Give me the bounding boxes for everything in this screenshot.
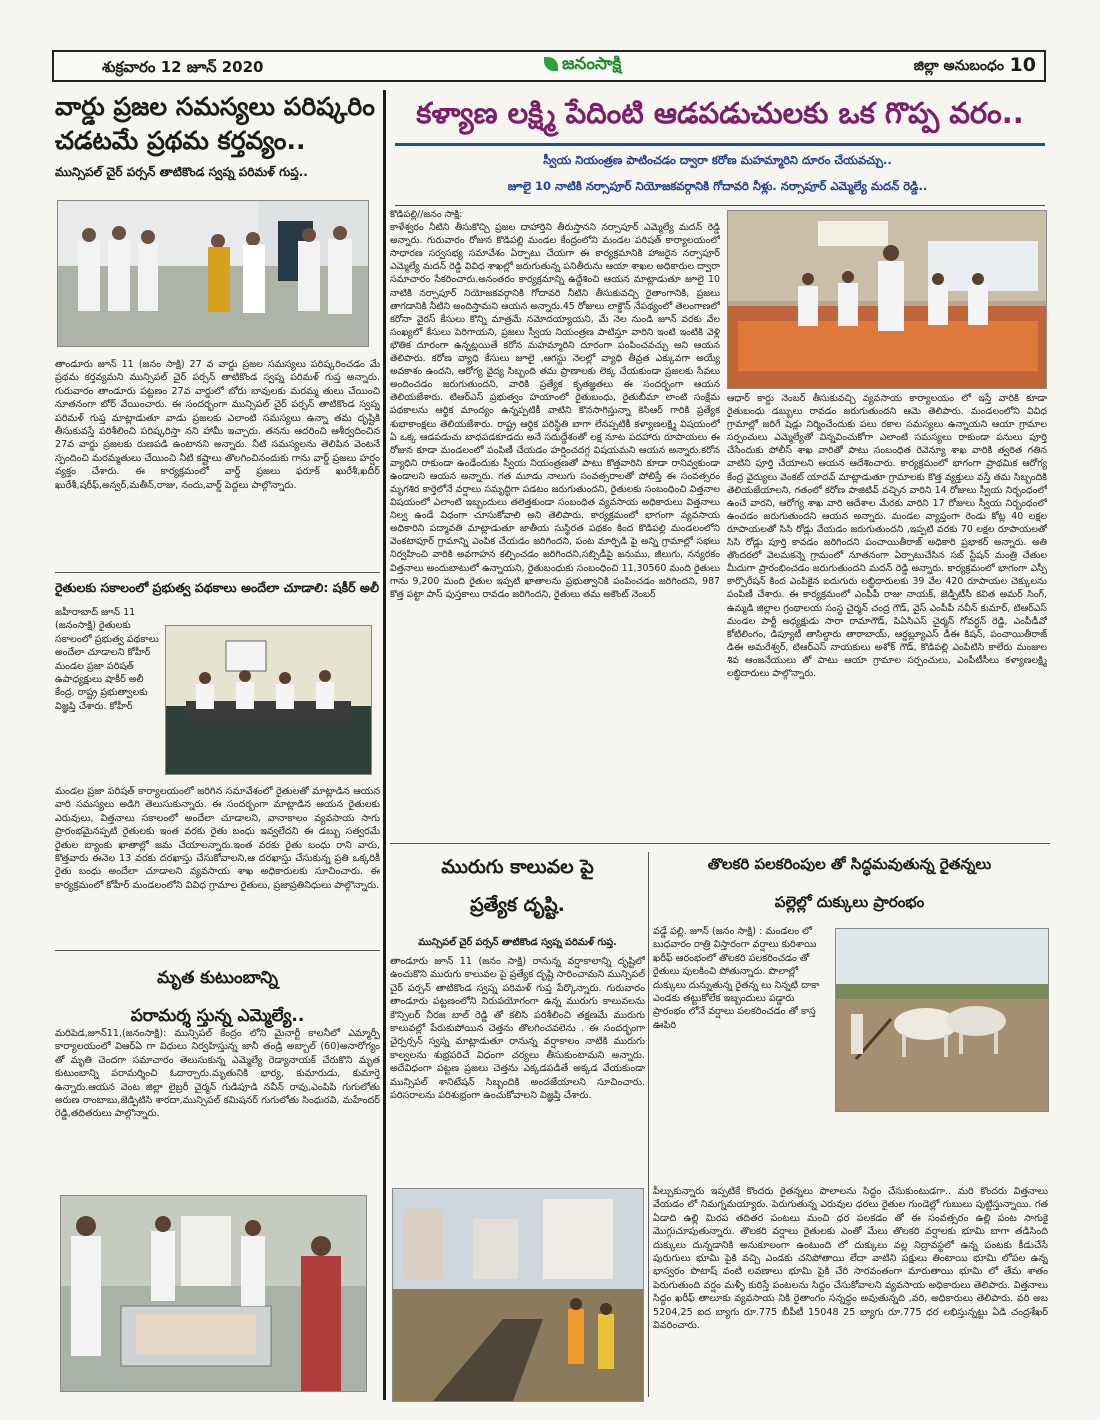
sowing-headline-1: తొలకరి పలకరింపుల తో సిద్ధమవుతున్న రైతన్నలు [707,855,992,873]
column-rule-left [383,90,386,1400]
canal-article-body [390,955,645,1177]
masthead-logo [544,54,621,78]
canal-article-header [390,852,645,938]
section-name: జిల్లా అనుబంధం [913,58,1004,74]
sowing-body-beside: వడ్డే పల్లి. జూన్ (జనం సాక్షి) : మండలం లో బుధవారం రాత్రి విస్తారంగా వర్షాలు కురిశాయి ఖరీఫ్ ఆరంభంలో తొలకరి పలకరించడం తో రైతులు పులకించి పోతున్నారు. పొలాల్లో దుక్కులు దున్నుతున్న రైతన్న లు నిన్నటి దాకా ఎండకు తట్టుకోలేక ఇబ్బందులు పడ్డారు ప్రారంభం లోనే వర్షాలు పలకరించడం తో కాస్త ఊపిరి [653,926,820,1031]
farmers-photo [165,625,372,775]
lead-body-col2: ఆధార్ కార్డు నెంబర్ తీసుకువచ్చి వ్యవసాయ కార్యాలయం లో ఇస్తే వారికి కూడా రైతుబంధు డబ్బులు రావడం జరుగుతుందని ఆమె తెలిపారు. మండలంలోని వివిధ గ్రామాల్లో జరిగే షెడ్లు నిర్మించేందుకు పలు రకాల సమస్యలు ఉన్నాయని ఆయా గ్రామాల సర్పంచులు ఎమ్మెల్యేతో విన్నవించుకోగా ఎలాంటి సమస్యలు రాకుండా పనులు పూర్తి చేసేందుకు పోలీస్ శాఖ వారితో పాటు సంబంధిత రెవెన్యూ శాఖ వారికి త్వరిత గతిన వాటిని పూర్తి చేయాలని ఆయన ఆదేశించారు. కార్యక్రమంలో భాగంగా ప్రాథమిక ఆరోగ్య కేంద్ర వైద్యులు వెంకట్ యాదవ్ మాట్లాడుతూ గ్రామాలకు కొత్త వ్యక్తులు వస్తే తమ సిబ్బందికి తెలియజేయాలని, గతంలో కరోణ పాజిటివ్ వచ్చిన వారిని 14 రోజులు స్వీయ నిర్బంధంలో ఉంచే వారని, ఆరోగ్య శాఖ వారి ఆదేశాల మేరకు వారిని 17 రోజులు స్వీయ నిర్బంధంలో ఉంచడం జరుగుతుందని ఆయన అన్నారు. మండల వ్యాప్తంగా రెండు కోట్ల 40 లక్షల రూపాయలతో సిసి రోడ్లు వేయడం జరుగుతుందని ,ఇప్పటి వరకు 70 లక్షల రూపాయలతో సిసి రోడ్లు పూర్తి కావడం జరిగిందని పంచాయితీరాజ్ అధికారి ప్రభాకర్ అన్నారు. అతి తొందరలో వెలమకన్నె గ్రామంలో నూతనంగా ఏర్పాటుచేసిన సబ్ స్టేషన్ మంత్రి చేతుల మీదుగా ప్రారంభించడం జరుగుతుందని మదన్ రెడ్డి అన్నారు. కార్యక్రమంలో భాగంగా ఎస్సీ కార్పొరేషన్ కింద ఎంపికైన ఐదుగురు లబ్ధిదారులకు 39 వేల 420 రూపాయల చెక్కులను పంపిణీ చేశారు. ఈ కార్యక్రమంలో ఎంపీపీ రాజు నాయక్, జెడ్పీటీసీ కవిత అమర్ సింగ్, ఉమ్మడి జిల్లాల గ్రంథాలయ సంస్థ చైర్మన్ చంద్ర గౌడ్, వైస్ ఎంపీపీ నవీన్ కుమార్, టిఆర్ఎస్ మండల పార్టీ అధ్యక్షుడు సారా రామాగౌడ్, పిఏసిఎస్ చైర్మన్ గోవర్ధన్ రెడ్డి, ఎంపీడీవో కోటిలింగం, డిప్యూటీ తాసిల్దారు తారాబాయ్, ఆర్డబ్ల్యూఎస్ డీఈ కిషన్, పంచాయితీరాజ్ డిఈ అమరేశ్వర్, టిఆర్ఎస్ నాయకులు అశోక్ గౌడ్, కొడిపల్లి ఎంపిటిసి కాలేరు మంజుల శివ ఆంజనేయులు తో పాటు ఆయా గ్రామాల సర్పంచులు, ఎంపీటీసీలు కళ్యాణలక్ష్మి లబ్ధిదారులు పాల్గొన్నారు. [727,393,1047,679]
ward-article-body [55,358,380,563]
farmers-body-left [55,606,160,781]
ward-subheadline: మున్సిపల్ చైర్ పర్సన్ తాటికొండ స్వప్న పరిమళ్ గుప్త.. [55,165,308,179]
sowing-body-left [653,925,828,1190]
ward-photo-figures [58,201,368,346]
canal-body: తాండూరు జూన్ 11 (జనం సాక్షి) రానున్న వర్షాకాలాన్ని దృష్టిలో ఉంచుకొని మురుగు కాలువల పై ప్రత్యేక దృష్టి సారించామని మున్సిపల్ చైర్ పర్సన్ తాటికొండ స్వప్న పరిమళ్ గుప్త పేర్కొన్నారు. గురువారం తాండూరు పట్టణంలోని నిరుపయోగంగా ఉన్న మురుగు కాలువలను కౌన్సిలర్ నీరజ బాల్ రెడ్డి తో కలిసి పరిశీలించి తక్షణమే మురుగు కాలువల్లో పేరుకుపోయిన చెత్తను తొలగించవలెను . ఈ సందర్భంగా చైర్పర్సన్ స్వప్న మాట్లాడుతూ రానున్న వర్షాకాలం నాటికి మురుగు కాల్వలను శుభ్రపరిచే విధంగా చర్యలు తీసుకుంటామని అన్నారు. అదేవిధంగా పట్టణ ప్రజలు చెత్తను ఎక్కడపడితే అక్కడ వేయకుండా మున్సిపల్ శానిటేషన్ సిబ్బందికి అందజేయాలని సూచించారు. పరిసరాలను పరిశుభ్రంగా ఉంచుకోవాలని విజ్ఞప్తి చేశారు. [390,956,645,1102]
lead-photo [727,210,1047,389]
canal-subheadline: మున్సిపల్ చైర్ పర్సన్ తాటికొండ స్వప్న పరిమళ్ గుప్త. [418,937,617,948]
lead-dateline: కొడిపల్లి//జనం సాక్షి: [390,209,463,220]
logo-text: జనంసాక్షి [562,54,622,74]
ward-article-header [55,90,380,195]
column-rule-right [648,852,649,1397]
lead-article-headline-block [390,90,1050,140]
leaf-logo-icon [544,57,558,71]
divider [55,950,380,951]
farmers-photo-scene [166,626,371,774]
condolence-body: మరిపెడ,జూన్11,(జనంసాక్షి): మున్సిపల్ కేంద్రం లోని మైనార్టీ కాలనీలో ఎమ్మార్పీ కార్యాలయంలో విఆర్ఏ గా విధులు నిర్వహిస్తున్న జానీ తండ్రి అబ్బాల్ (60)అనారోగ్యం తో మృతి చెందగా సమాచారం తెలుసుకున్న ఎమ్మెల్యే రెడ్యానాయక్ చేరుకొని మృత కుటుంబాన్ని పరామర్శించి ఓదార్చారు.మృతునికి భార్య, కుమారుడు, కుమార్తె ఉన్నారు.ఆయన వెంట జిల్లా లైబ్రరీ చైర్మన్ గుడిపూడి నవీన్ రావు,ఎంపిపి గుగులోతు అరుణ రాంబాబు,జెడ్పిటిసి శారదా,మున్సిపల్ కమిషనర్ గుగులోతు సింధురవి, మహేందర్ రెడ్డి,తదితరులు పాల్గొన్నారు. [55,1028,380,1120]
farmers-headline: రైతులకు సకాలంలో ప్రభుత్వ పథకాలు అందేలా చూడాలి: షకీర్ అలీ [55,580,380,595]
lead-subheadlines [390,151,1045,201]
sowing-photo-scene [836,929,1048,1111]
lead-article-column-2 [727,392,1047,836]
sowing-body-below: పీల్చుకున్నారు ఇప్పటికే కొందరు రైతన్నలు పొలాలను సిద్ధం చేసుకుంటుడగా.. మరి కొందరు విత్తనాలు వేయడం లో నిమగ్నమయ్యారు. పెరుగుతున్న ఎరువుల ధరలు రైతుల గుండెల్లో గుబులు పుట్టిస్తున్నాయి. గత ఏడాది ఉల్లి మిరప తదితర పంటలు మంచి ధర పలకడం తో ఈ సంవత్సరం ఉల్లి పంట సాగుకై మొగ్గుచూపుతున్నారు. తొలకరి వర్షాలు రైతులకు ఎంతో మేలు తొలకరి వర్షాలకు భూమి బాగా తడిసింది దుక్కులు దున్నడానికి అనుకూలంగా ఉంటుంది లో దుక్కులు వల్ల నిద్రావస్థలో ఉన్న పంటకు కీడుచేసే పురుగులు భూమి పైకి వచ్చి ఎండకు చనిపోతాయి లేదా వాటిని పక్షులు తింటాయి భూమి లోపల ఉన్న భాస్వరం పొటాష్ వంటి లవణాలు భూమి పైకి చేరి సారవంతంగా మారుతాయి భూమి లో తేమ శాతం పెరుగుతుంది వర్షం మళ్ళీ కురిస్తే పంటలను సిద్ధం చేసుకోవాలని వ్యవసాయ అధికారులు తెలిపారు. విత్తనాలు సిద్ధం ఖరీఫ్ తాలూకు వ్యవసాయ నికి రైతాంగం సన్నద్ధం అవుతున్నది ,వరి, అధికారులు తెలిపారు. వరి అబ 5204,25 ఐద బ్యాగు రూ.775 బీపీటీ 15048 25 బ్యాగు రూ.775 ధర లభిస్తున్నట్టు ఏడి చంద్రశేఖర్ వివరించారు. [653,1186,1048,1332]
lead-article-column-1 [390,208,720,836]
condolence-headline-1: మృత కుటుంబాన్ని [156,968,279,988]
canal-photo [392,1188,644,1402]
farmers-body-bottom [55,785,380,945]
condolence-article-header [55,965,380,1035]
lead-subheadline-1: స్వీయ నియంత్రణ పాటించడం ద్వారా కరోణ మహమ్మారిని దూరం చేయవచ్చు.. [543,153,892,167]
issue-date: శుక్రవారం 12 జూన్ 2020 [102,58,264,76]
farmers-body-below: మండల ప్రజా పరిషత్ కార్యాలయంలో జరిగిన సమావేశంలో రైతులతో మాట్లాడిన ఆయన వారి సమస్యలు అడిగి తెలుసుకున్నారు. ఈ సందర్భంగా మాట్లాడిన ఆయన రైతులకు ఎరువులు, విత్తనాలు సకాలంలో అందేలా చూడాలని, వానాకాలం వ్యవసాయ సాగు ప్రారంభమైనప్పటి రైతులకు ఇంత వరకు రైతు బంధు ఇవ్వలేదని ఈ డబ్బు సత్వరమే రైతుల బ్యాంకు ఖాతాల్లో జమ చేయాలన్నారు.ఇంత వరకు రైతు బంధు రాని వారు, కొత్తవారు ఈనెల 13 వరకు దరఖాస్తు చేసుకోవాలని,ఆ దరఖాస్తు చేసుకున్న ప్రతి ఒక్కరికీ రైతు బంధు అందేలా చూడాలని వ్యవసాయ శాఖ అధికారులకు సూచించారు. ఈ కార్యక్రమంలో కోహీర్ మండలంలోని వివిధ గ్రామాల రైతులు, ప్రజాప్రతినిధులు పాల్గొన్నారు. [55,786,380,891]
lead-rule-thin [395,205,1045,206]
page-header [52,50,1046,82]
lead-headline: కళ్యాణ లక్ష్మి పేదింటి ఆడపడుచులకు ఒక గొప్ప వరం.. [416,96,1024,130]
sowing-headline-2: పల్లెల్లో దుక్కులు ప్రారంభం [774,893,925,911]
ward-body: తాండూరు జూన్ 11 (జనం సాక్షి) 27 వ వార్డు ప్రజల సమస్యలు పరిష్కరించడం మే ప్రథమ కర్తవ్యమని మున్సిపల్ చైర్ పర్సన్ తాటికొండ స్వప్న పరిమళ్ గుప్త అన్నారు. గురువారం తాండూరు పట్టణం 27వ వార్డులో బోరు బావులకు మరమ్మ తులు చేయించి నూతనంగా బోర్ వేయించారు. ఈ సందర్భంగా మున్సిపల్ చైర్ పర్సన్ తాటికొండ స్వప్న పరిమళ్ గుప్త మాట్లాడుతూ వాడు ప్రజలకు ఎలాంటి సమస్యలు ఉన్నా తమ దృష్టికి తీసుకువస్తే పరిశీలించి పరిష్కరిస్తా నని హామీ ఇచ్చారు. తనను ఆదరించి ఆశీర్వదించిన 27వ వార్డు ప్రజలకు రుణపడి ఉంటానని అన్నారు. నీటి సమస్యలను తెలిపిన వెంటనే స్పందించి మరమ్మతులు చేయించి నీటి కష్టాలు తొలగించినందుకు గాను వార్డ్ ప్రజలు హర్షం వ్యక్తం చేశారు. ఈ కార్యక్రమంలో వార్డ్ ప్రజలు ఫరూక్ ఖురేశీ,ఖదీర్ ఖురేశీ,షరీఫ్,అన్వర్,మతీన్,రాజు, నందు,వార్డ్ పెద్దలు పాల్గొన్నారు. [55,359,380,491]
lead-rule [395,143,1045,146]
page-number: 10 [1009,54,1036,76]
divider [55,572,380,573]
condolence-photo-scene [61,1196,366,1391]
farmers-article-header [55,578,385,600]
canal-subheadline-block [390,935,645,953]
canal-headline-1: మురుగు కాలువల పై [441,856,594,878]
condolence-headline-2: పరామర్శ స్తున్న ఎమ్మెల్యే.. [130,1006,305,1026]
canal-photo-scene [393,1189,643,1401]
sowing-article-header [652,852,1047,918]
sowing-photo [835,928,1049,1112]
divider [390,843,1050,844]
sowing-body-bottom [653,1185,1048,1400]
lead-body-col1: కాళేశ్వరం నీటిని తీసుకొచ్చి ప్రజల దాహార్తిని తీరుస్తానని నర్సాపూర్ ఎమ్మెల్యే మదన్ రెడ్డి అన్నారు. గురువారం రోజున కొడిపల్లి మండల కేంద్రంలోని మండల పరిషత్ కార్యాలయంలో సాధారణ సర్వసభ్య సమావేశం ఏర్పాటు చేయగా ఈ కార్యక్రమానికి హాజరైన నర్సాపూర్ ఎమ్మెల్యే మదన్ రెడ్డి వివిధ శాఖల్లో జరుగుతున్న పనితీరును ఆయా శాఖల అధికారుల ద్వారా సమాచారం సేకరించారు.అనంతరం కార్యక్రమాన్ని ఉద్దేశించి ఆయన మాట్లాడుతూ జూలై 10 నాటికి నర్సాపూర్ నియోజకవర్గానికి గోదావరి నీటిని తీసుకువచ్చి రైతాంగానికి, ప్రజలు తాగడానికి నీటిని అందిస్తామని ఆయన అన్నారు.45 రోజులు లాక్డౌన్ నేపథ్యంలో తెలంగాణలో కరోనా వైరస్ కేసులు కొన్ని మాత్రమే నమోదయ్యాయని, మే నెల నుండి జూన్ వరకు వేల సంఖ్యలో కేసులు పెరిగాయని, ప్రజలు స్వీయ నియంత్రణ పాటిస్తూ వారిని ఇంటి ఇంటికి వెళ్లి భౌతిక దూరంగా ఉన్నట్లయితే కరోన మహమ్మారిని దూరంగా పంపించవచ్చు అని ఆయన తెలిపారు. కరోణ వ్యాధి కేసులు జూలై ,ఆగస్టు నెలల్లో వ్యాధి తీవ్రత ఎక్కువగా అయ్యే అవకాశం ఉందని, ఆరోగ్య వైద్య సిబ్బంది తమ ప్రాణాలకు లెక్క చేయకుండా ప్రజలకు సేవలు అందించడం జరుగుతుందని, వారికి ప్రత్యేక కృతజ్ఞతలు ఈ సందర్భంగా ఆయన తెలియజేశారు. టిఆర్ఎస్ ప్రభుత్వం హయాంలో రైతుబంధు, రైతుబీమా లాంటి సంక్షేమ పథకాలను ఆర్థిక మాంద్యం ఉన్నప్పటికీ వాటిని కొనసాగిస్తున్నా కెసిఆర్ గారికి ప్రత్యేక శుభాకాంక్షలు తెలియజేశారు. రాష్ట్ర ఆర్థిక పరిస్థితి బాగా లేనప్పటికీ కళ్యాణలక్ష్మి విషయంలో ఏ ఒక్క ఆడపడుచు బాధపడకూడదు అనే సదుద్దేశంతో లక్ష నూట పదహారు రూపాయలు ఈ రోజున కూడా మండలంలో పంపిణీ చేయడం హర్షించదగ్గ విషయమని ఆయన అన్నారు.కరోన వ్యాధిని రాకుండా ఉండేందుకు స్వీయ నియంత్రణతో పాటు కొత్తవారిని కూడా రానివ్వకుండా ఉండాలని ఆయన అన్నారు. గత మూడు నాలుగు సంవత్సరాలతో పోలిస్తే ఈ సంవత్సరం మృగశిర కార్తెలోనే వర్షాలు సమృద్ధిగా పడటం జరుగుతుందని, రైతులకు సంబంధించి విత్తనాల విషయంలో ఎలాంటి ఇబ్బందులు తలెత్తకుండా సంబంధిత వ్యవసాయ అధికారులు విత్తనాలు నిల్వ ఉండే విధంగా చూసుకోవాలి అని తెలిపారు. కార్యక్రమంలో భాగంగా వ్యవసాయ అధికారిని పద్మావతి మాట్లాడుతూ జాతీయ సుస్థిరత పథకం కింద కొడిపల్లి మండలంలోని వెంకటాపూర్ గ్రామాన్ని ఎంపిక చేయడం జరిగిందని, పంట మార్పిడి పై అన్ని గ్రామాల్లో సభలు నిర్వహించి వారికి అవగాహన కల్పించడం జరిగిందని,సబ్సిడీపై జనుము, జీలుగు, నన్యరకం విత్తనాలు అందుబాటులో ఉన్నాయని, రైతుబంధుకు సంబంధించి 11,30560 మంది రైతులు గాను 9,200 మంది రైతుల ఇప్పటి ఖాతాలను ప్రభుత్వానికి పంపించడం జరిగిందని, 987 కొత్త పట్టా పాస్ పుస్తకాలు రావడం జరిగిందని, రైతులు తమ అకౌంట్ నెంబర్ [390,222,720,600]
ward-headline: వార్డు ప్రజల సమస్యలు పరిష్కరిం చడటమే ప్రథమ కర్తవ్యం.. [55,92,375,155]
farmers-body-beside: జహీరాబాద్ జూన్ 11 (జనంసాక్షి) రైతులకు సకాలంలో ప్రభుత్వ పథకాలు అందేలా చూడాలని కోహీర్ మండల ప్రజా పరిషత్ ఉపాధ్యక్షులు షాకీర్ అలీ కేంద్ర, రాష్ట్ర ప్రభుత్వాలకు విజ్ఞప్తి చేశారు. కోహీర్ [55,607,159,712]
lead-photo-scene [728,211,1046,388]
condolence-article-body [55,1027,380,1189]
ward-photo [57,200,369,347]
canal-headline-2: ప్రత్యేక దృష్టి. [470,894,565,916]
condolence-photo [60,1195,367,1392]
lead-subheadline-2: జూలై 10 నాటికి నర్సాపూర్ నియోజకవర్గానికి గోదావరి నీళ్లు. నర్సాపూర్ ఎమ్మెల్యే మదన్ రెడ్డి.. [507,179,928,193]
